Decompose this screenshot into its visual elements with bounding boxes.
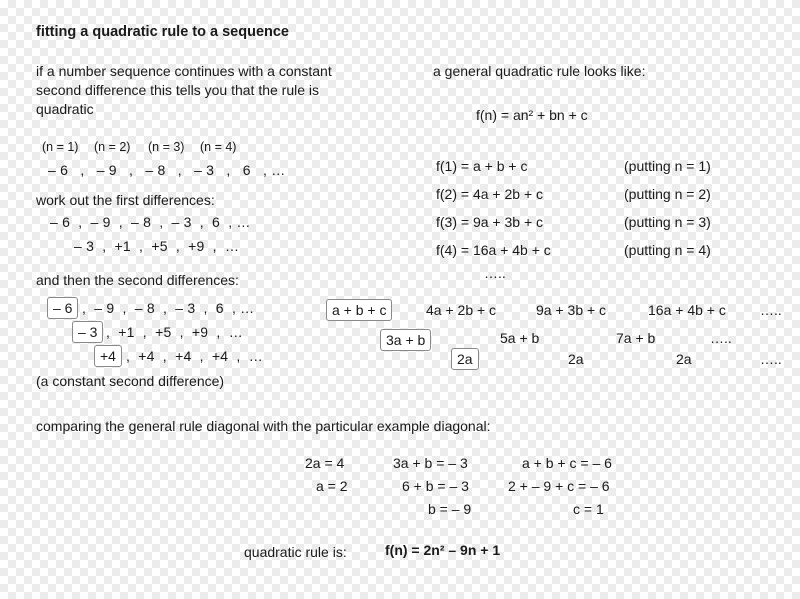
number-sequence: – 6 , – 9 , – 8 , – 3 , 6 , …: [48, 162, 286, 178]
general-diag-row2-2: 5a + b: [500, 330, 540, 346]
eq-col2-1: 3a + b = – 3: [393, 455, 468, 471]
general-diag-row1-dots: …..: [760, 302, 782, 318]
constant-note: (a constant second difference): [36, 373, 225, 389]
eq-col3-1: a + b + c = – 6: [522, 455, 612, 471]
general-diag-row1-4: 16a + 4b + c: [648, 302, 726, 318]
eq-col2-3: b = – 9: [428, 501, 472, 517]
general-rule-label: a general quadratic rule looks like:: [433, 63, 646, 79]
n-label-3: (n = 3): [148, 140, 185, 154]
page-title: fitting a quadratic rule to a sequence: [36, 24, 289, 40]
general-diag-row3-dots: …..: [760, 351, 782, 367]
eq-col1-1: 2a = 4: [305, 455, 345, 471]
f-row-3-note: (putting n = 3): [624, 214, 711, 230]
f-row-2-expr: f(2) = 4a + 2b + c: [436, 186, 544, 202]
general-diag-box-1: a + b + c: [326, 299, 392, 321]
first-diff-row-1: – 6 , – 9 , – 8 , – 3 , 6 , …: [50, 214, 251, 230]
second-diff-box-1: – 6: [47, 297, 78, 319]
general-diag-row1-2: 4a + 2b + c: [426, 302, 497, 318]
second-diff-box-2: – 3: [72, 321, 103, 343]
general-rule: f(n) = an² + bn + c: [476, 107, 588, 123]
eq-col2-2: 6 + b = – 3: [402, 478, 469, 494]
f-row-2-note: (putting n = 2): [624, 186, 711, 202]
comparing-label: comparing the general rule diagonal with the particular example diagonal:: [36, 418, 491, 434]
eq-col3-3: c = 1: [573, 501, 604, 517]
result-label: quadratic rule is:: [244, 544, 347, 560]
second-diff-box-3: +4: [94, 345, 122, 367]
f-row-1-expr: f(1) = a + b + c: [436, 158, 528, 174]
general-diag-row3-2: 2a: [568, 351, 584, 367]
f-row-1-note: (putting n = 1): [624, 158, 711, 174]
general-diag-row2-dots: …..: [710, 330, 732, 346]
f-row-3-expr: f(3) = 9a + 3b + c: [436, 214, 544, 230]
n-label-1: (n = 1): [42, 140, 79, 154]
second-differences-label: and then the second differences:: [36, 272, 239, 288]
n-label-4: (n = 4): [200, 140, 237, 154]
eq-col3-2: 2 + – 9 + c = – 6: [508, 478, 610, 494]
second-diff-row-1: , – 9 , – 8 , – 3 , 6 , …: [82, 300, 255, 316]
first-differences-label: work out the first differences:: [36, 192, 215, 208]
general-diag-box-3: 2a: [451, 348, 479, 370]
intro-paragraph: if a number sequence continues with a constant second difference this tells you that the rule is quadratic: [36, 63, 332, 117]
general-diag-row2-3: 7a + b: [616, 330, 656, 346]
second-diff-row-3: , +4 , +4 , +4 , …: [126, 348, 263, 364]
general-diag-box-2: 3a + b: [380, 329, 431, 351]
f-row-4-expr: f(4) = 16a + 4b + c: [436, 242, 551, 258]
n-label-2: (n = 2): [94, 140, 131, 154]
f-row-4-note: (putting n = 4): [624, 242, 711, 258]
first-diff-row-2: – 3 , +1 , +5 , +9 , …: [74, 238, 240, 254]
quadratic-rule-result: f(n) = 2n² – 9n + 1: [385, 542, 501, 558]
eq-col1-2: a = 2: [316, 478, 348, 494]
general-diag-row1-3: 9a + 3b + c: [536, 302, 607, 318]
second-diff-row-2: , +1 , +5 , +9 , …: [106, 324, 243, 340]
f-rows-continuation: …..: [484, 265, 506, 281]
general-diag-row3-3: 2a: [676, 351, 692, 367]
